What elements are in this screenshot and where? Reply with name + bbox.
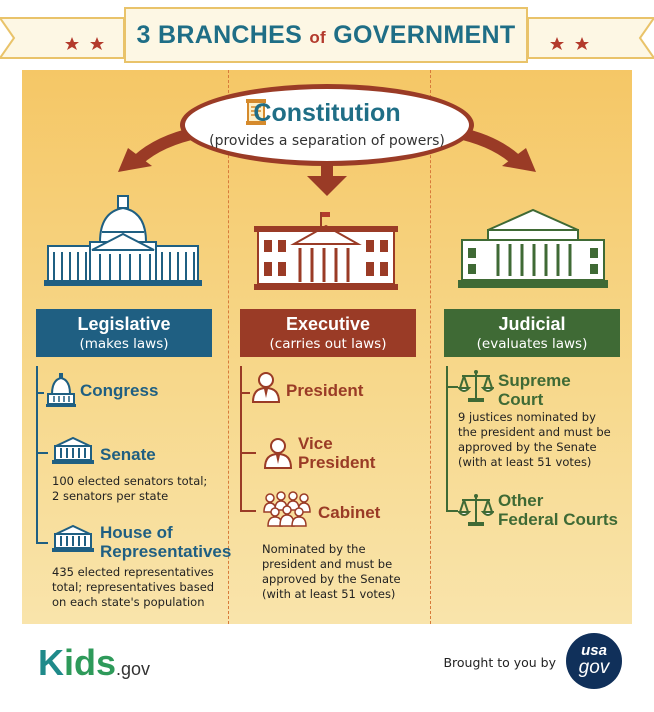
tree-tick xyxy=(240,452,256,454)
desc-line: (with at least 51 votes) xyxy=(262,587,396,601)
cabinet-description xyxy=(262,542,401,602)
constitution-subtitle: (provides a separation of powers) xyxy=(209,133,445,149)
desc-line: total; representatives based xyxy=(52,580,215,594)
item-congress: Congress xyxy=(80,381,159,400)
tree-tick xyxy=(36,542,48,544)
title-line: President xyxy=(298,453,376,472)
title-line: Vice xyxy=(298,434,333,453)
title-branches: BRANCHES xyxy=(158,21,303,49)
usagov-gov: gov xyxy=(578,657,610,678)
banner-judicial xyxy=(444,309,620,357)
desc-line: on each state's population xyxy=(52,595,205,609)
usagov-logo[interactable] xyxy=(566,633,622,689)
desc-line: the president and must be xyxy=(458,425,611,439)
tree-tick xyxy=(446,386,458,388)
banner-judicial-role: (evaluates laws) xyxy=(476,336,588,352)
scales-of-justice-icon xyxy=(458,368,494,404)
title-line: Supreme xyxy=(498,371,571,390)
house-building-icon xyxy=(52,524,94,554)
title-line: Court xyxy=(498,390,544,409)
banner-executive-title: Executive xyxy=(285,314,371,334)
president-icon xyxy=(250,370,282,404)
item-vice-president xyxy=(298,434,375,472)
tree-tick xyxy=(240,392,250,394)
desc-line: Nominated by the xyxy=(262,542,366,556)
white-house-icon xyxy=(254,208,398,290)
capitol-building-icon xyxy=(44,194,202,288)
brought-to-you-by: Brought to you by xyxy=(443,655,556,670)
item-house xyxy=(100,523,231,561)
senate-building-icon xyxy=(52,436,94,466)
kids-logo-gov: .gov xyxy=(116,659,151,679)
desc-line: approved by the Senate xyxy=(262,572,401,586)
title-line: House of xyxy=(100,523,173,542)
house-description xyxy=(52,565,214,610)
banner-executive-role: (carries out laws) xyxy=(269,336,387,352)
item-senate: Senate xyxy=(100,445,156,464)
supreme-court-description xyxy=(458,410,611,470)
title-line: Other xyxy=(498,491,544,510)
desc-line: 9 justices nominated by xyxy=(458,410,596,424)
desc-line: (with at least 51 votes) xyxy=(458,455,592,469)
kids-gov-logo[interactable] xyxy=(38,642,150,684)
constitution-oval xyxy=(180,84,474,166)
tree-tick xyxy=(240,510,256,512)
tree-tick xyxy=(36,452,48,454)
desc-line: approved by the Senate xyxy=(458,440,597,454)
senate-description xyxy=(52,474,207,504)
scales-of-justice-icon xyxy=(458,492,494,528)
capitol-dome-icon xyxy=(46,372,76,408)
title-line: Representatives xyxy=(100,542,232,561)
item-supreme-court xyxy=(498,371,571,409)
desc-line: president and must be xyxy=(262,557,393,571)
constitution-title: Constitution xyxy=(253,99,401,127)
supreme-court-icon xyxy=(458,206,608,288)
tree-tick xyxy=(36,392,44,394)
cabinet-group-icon xyxy=(260,490,314,528)
banner-legislative-role: (makes laws) xyxy=(79,336,169,352)
vice-president-icon xyxy=(262,436,294,470)
title-government: GOVERNMENT xyxy=(333,21,516,49)
desc-line: 435 elected representatives xyxy=(52,565,214,579)
banner-executive xyxy=(240,309,416,357)
usagov-usa: usa xyxy=(581,642,607,659)
kids-logo-k: K xyxy=(38,642,64,683)
desc-line: 2 senators per state xyxy=(52,489,169,503)
banner-legislative xyxy=(36,309,212,357)
item-president: President xyxy=(286,381,364,400)
item-cabinet: Cabinet xyxy=(318,503,381,522)
title-line: Federal Courts xyxy=(498,510,618,529)
title-number: 3 xyxy=(136,21,151,49)
title-of: of xyxy=(309,28,326,47)
desc-line: 100 elected senators total; xyxy=(52,474,208,488)
arrow-down-icon xyxy=(307,176,347,196)
banner-legislative-title: Legislative xyxy=(77,314,171,334)
page-title xyxy=(124,7,528,63)
executive-tree-line xyxy=(240,366,242,510)
item-other-federal-courts xyxy=(498,491,618,529)
tree-tick xyxy=(446,510,458,512)
kids-logo-ids: ids xyxy=(64,642,117,683)
banner-judicial-title: Judicial xyxy=(498,314,566,334)
